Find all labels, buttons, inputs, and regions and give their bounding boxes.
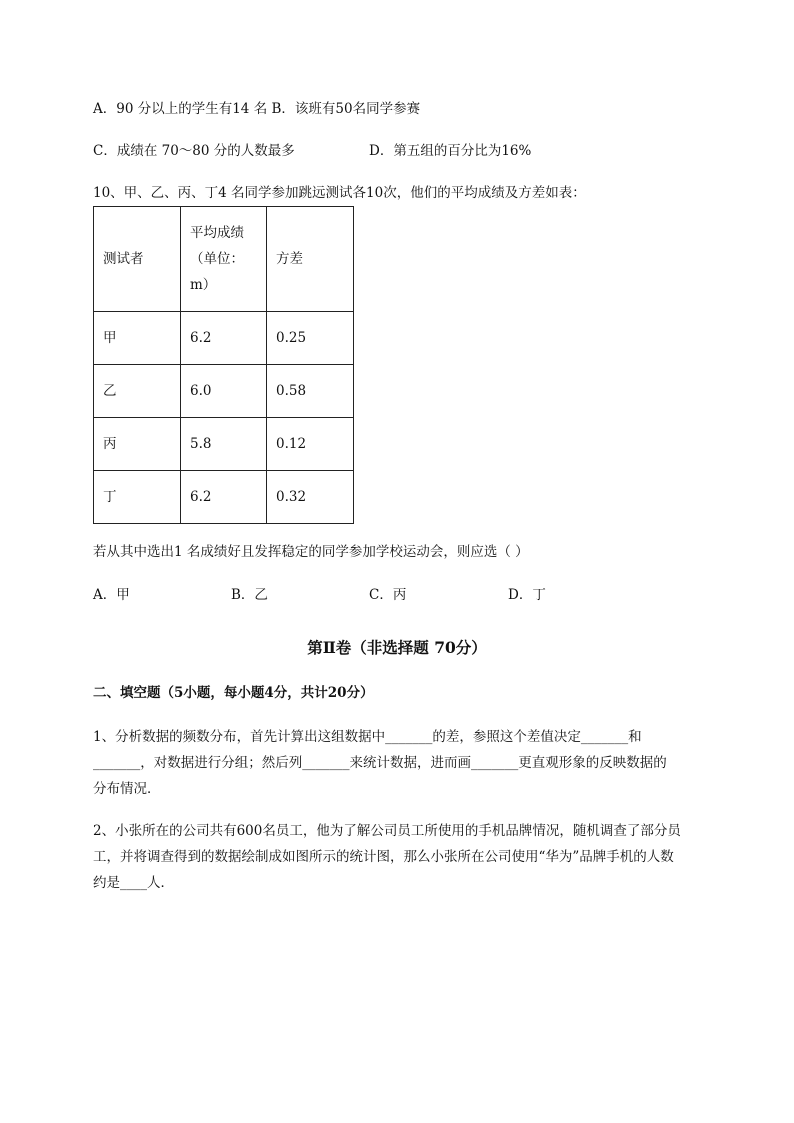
- fill1-line: _______，对数据进行分组；然后列_______来统计数据，进而画_______更直观形象的反映数据的: [93, 755, 667, 771]
- cell-tester: 丁: [94, 471, 181, 524]
- header-mean: [181, 207, 267, 312]
- part-two-title: 第Ⅱ卷（非选择题 70分）: [307, 638, 487, 657]
- table-row: [94, 312, 354, 365]
- cell-tester: 乙: [94, 365, 181, 418]
- cell-tester: 甲: [94, 312, 181, 365]
- cell-tester: 丙: [94, 418, 181, 471]
- fill1-line: 1、分析数据的频数分布，首先计算出这组数据中_______的差，参照这个差值决定_______和: [93, 729, 642, 745]
- cell-variance: 0.58: [267, 365, 354, 418]
- table-row: [94, 365, 354, 418]
- q10-option-b: B．乙: [231, 587, 268, 603]
- table-row: [94, 471, 354, 524]
- q10-question: 若从其中选出1 名成绩好且发挥稳定的同学参加学校运动会，则应选（ ）: [93, 544, 529, 560]
- cell-mean: 6.2: [181, 312, 267, 365]
- q9-option-d: D．第五组的百分比为16%: [369, 143, 532, 159]
- table-header-row: [94, 207, 354, 312]
- header-mean-line: 平均成绩: [190, 225, 244, 241]
- q10-stem: 10、甲、乙、丙、丁4 名同学参加跳远测试各10次，他们的平均成绩及方差如表：: [93, 185, 586, 201]
- cell-mean: 5.8: [181, 418, 267, 471]
- header-variance: 方差: [267, 207, 354, 312]
- q9-option-c: C．成绩在 70～80 分的人数最多: [93, 143, 295, 159]
- q9-option-a-b: A．90 分以上的学生有14 名 B．该班有50名同学参赛: [93, 101, 421, 117]
- fill2-line: 约是____人．: [93, 875, 174, 891]
- header-mean-line: m）: [190, 277, 217, 293]
- cell-variance: 0.32: [267, 471, 354, 524]
- cell-variance: 0.25: [267, 312, 354, 365]
- q10-option-a: A．甲: [93, 587, 130, 603]
- table-row: [94, 418, 354, 471]
- fill1-line: 分布情况．: [93, 781, 161, 797]
- header-mean-line: （单位：: [190, 251, 244, 267]
- q10-option-c: C．丙: [369, 587, 407, 603]
- cell-mean: 6.2: [181, 471, 267, 524]
- fill2-line: 工，并将调查得到的数据绘制成如图所示的统计图，那么小张所在公司使用“华为”品牌手机的人数: [93, 849, 674, 865]
- fill2-line: 2、小张所在的公司共有600名员工，他为了解公司员工所使用的手机品牌情况，随机调查了部分员: [93, 823, 681, 839]
- scores-table: [93, 206, 354, 524]
- cell-mean: 6.0: [181, 365, 267, 418]
- header-tester: 测试者: [94, 207, 181, 312]
- fill-in-section-heading: 二、填空题（5小题，每小题4分，共计20分）: [93, 685, 374, 701]
- cell-variance: 0.12: [267, 418, 354, 471]
- q10-option-d: D．丁: [508, 587, 546, 603]
